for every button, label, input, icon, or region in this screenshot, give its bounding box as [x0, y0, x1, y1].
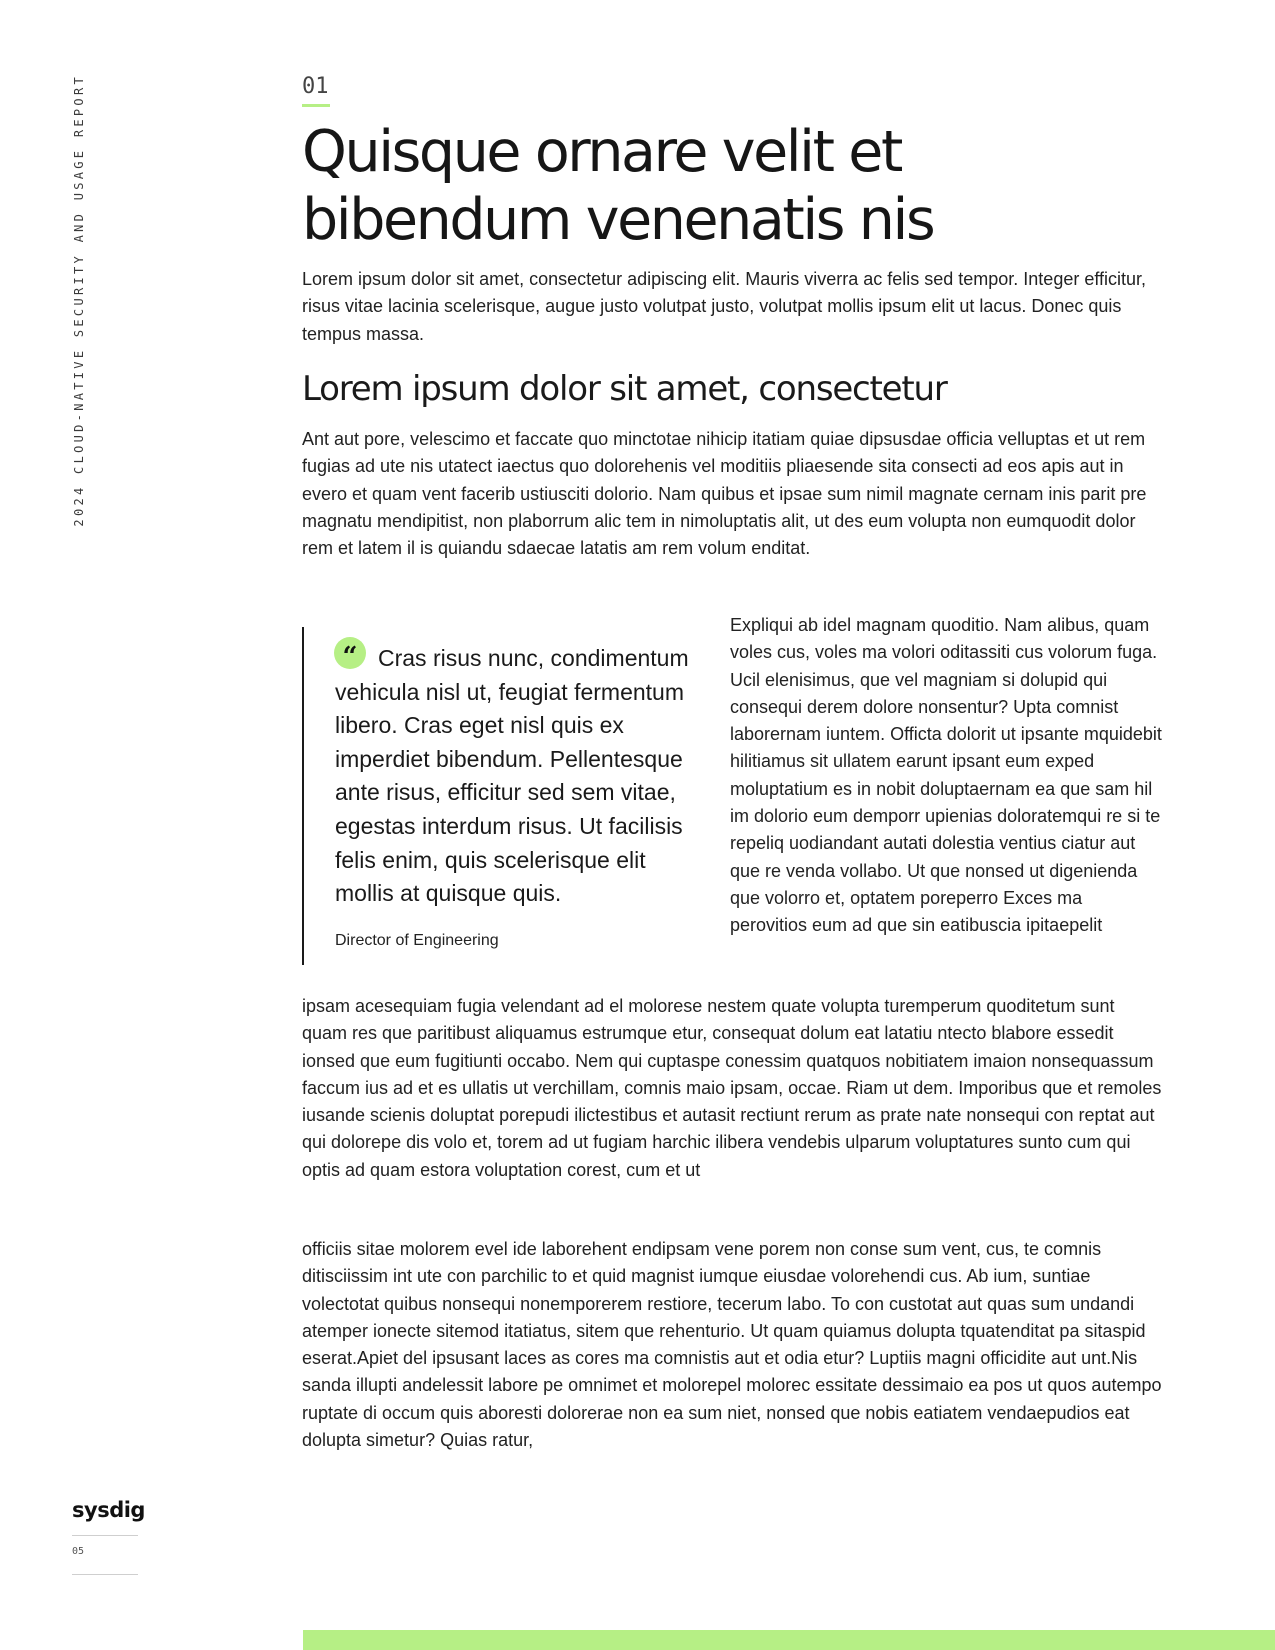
footer-divider-bottom: [72, 1574, 138, 1575]
pull-quote-attribution: Director of Engineering: [335, 932, 499, 949]
chapter-number-underline: [302, 104, 330, 107]
report-title-vertical: 2024 CLOUD-NATIVE SECURITY AND USAGE REPORT: [72, 74, 86, 527]
intro-paragraph: Lorem ipsum dolor sit amet, consectetur adipiscing elit. Mauris viverra ac felis sed tempor. Integer efficitur, risus vitae lacinia scelerisque, augue justo volutpat justo, volutpat mollis ipsum elit ut lacus. Donec quis tempus massa.: [302, 269, 1147, 344]
section-subheading: Lorem ipsum dolor sit amet, consectetur: [302, 369, 947, 409]
page-number: 05: [72, 1546, 85, 1557]
quote-icon: “: [334, 637, 366, 669]
chapter-number: 01: [302, 74, 329, 99]
body-paragraph-2: Expliqui ab idel magnam quoditio. Nam alibus, quam voles cus, voles ma volori oditassiti cus volorum fuga. Ucil elenisimus, que vel magniam si dolupid qui consequi derem dolore nonsentur? Upta comnist laborernam iuntem. Officta dolorit ut ipsante mquidebit hilitiamus sit ullatem earunt ipsant eum exped moluptatium es in nobit doluptaernam ea que sam hil im dolorio eum demporr upienias doloratemqui re si te repeliq uodiandant autati dolestia ventius ciatur aut que re venda vollabo. Ut que nonsed ut digenienda que volorro et, optatem poreperro Exces ma perovitios eum ad que sin eatibuscia ipitaepelit: [730, 615, 1162, 936]
page-title: Quisque ornare velit et bibendum venenatis nis: [302, 119, 934, 253]
brand-logo: sysdig: [72, 1498, 145, 1522]
body-paragraph-3: ipsam acesequiam fugia velendant ad el molorese nestem quate volupta turemperum quoditetum sunt quam res que paritibust aliquamus estrumque etur, consequat dolum eat latatiu ntecto blabore essedit ionsed que eum fugitiunti occabo. Nem qui cuptaspe conessim quatquos nobitiatem imaion nonsequassum faccum ius ad et es ullatis ut verchillam, comnis maio ipsam, occae. Riam ut dem. Imporibus que et remoles iusande scienis doluptat porepudi ilictestibus et autasit rectiunt rerum as prate nate nonsequi con reptat aut qui dolorepe dis volo et, torem ad ut fugiam harchic ilibera vendebis ulparum voluptatures sunto cum qui optis ad quam estora voluptation corest, cum et ut: [302, 996, 1162, 1180]
pull-quote: [302, 627, 699, 965]
body-paragraph-1: Ant aut pore, velescimo et faccate quo minctotae nihicip itatiam quiae dipsusdae officia velluptas et ut rem fugias ad ute nis utatect iaectus quo dolorehenis vel moditiis pliaesende sita consecti ad eos apis aut in evero et quam vent facerib ustiusciti dolorio. Nam quibus et ipsae sum nimil magnate cernam inis parit pre magnatu mendipitist, non plaborrum alic tem in nimoluptatis alit, ut des eum volupta non eumquodit dolor rem et latem il is quiandu sdaecae latatis am rem volum enditat.: [302, 429, 1147, 559]
body-paragraph-4: officiis sitae molorem evel ide laborehent endipsam vene porem non conse sum vent, cus, te comnis ditisciissim int ute con parchilic to et quid magnist iumque eiusdae volorehendi cus. Ab ium, suntiae volectotat quibus nonsequi nonemporerem restiore, tecerum labo. To con custotat aut quas sum undandi atemper ionecte sitemod itatiatus, sitem que rehenturio. Ut quam quiamus dolupta tquatenditat pa sitaspid eserat.Apiet del ipsusant laces as cores ma comnistis aut et odia etur? Luptiis magni officidite aut unt.Nis sanda illupti andelessit labore pe omnimet et molorepel molorec essitate dessimaio ea pos ut quos autempo ruptate di occum quis aboresti dolorerae non ea sum niet, nonsed que nobis eatiatem vendaepudios eat dolupta simetur? Quias ratur,: [302, 1239, 1162, 1451]
accent-bar: [303, 1630, 1275, 1650]
pull-quote-text: Cras risus nunc, condimentum vehicula nisl ut, feugiat fermentum libero. Cras eget nisl quis ex imperdiet bibendum. Pellentesque ante risus, efficitur sed sem vitae, egestas interdum risus. Ut facilisis felis enim, quis scelerisque elit mollis at quisque quis.: [335, 645, 689, 907]
footer-divider-top: [72, 1535, 138, 1536]
